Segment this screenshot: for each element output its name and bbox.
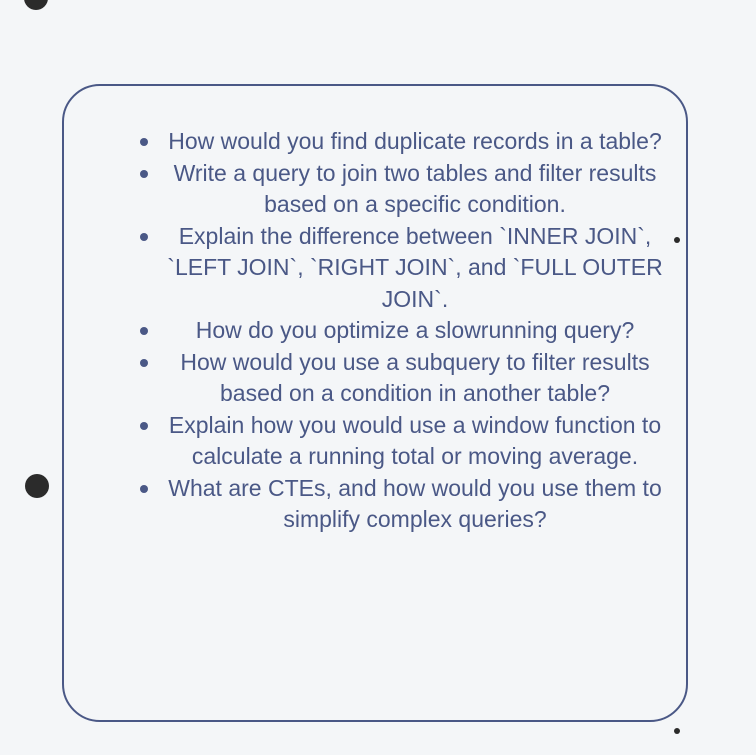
question-item bbox=[130, 158, 670, 221]
question-text: What are CTEs, and how would you use them to simplify complex queries? bbox=[168, 474, 662, 532]
question-item bbox=[130, 347, 670, 410]
bullet-icon bbox=[140, 422, 148, 430]
bullet-icon bbox=[140, 170, 148, 178]
question-item bbox=[130, 410, 670, 473]
question-item bbox=[130, 473, 670, 536]
question-text: Explain how you would use a window function to calculate a running total or moving average. bbox=[168, 411, 662, 469]
bullet-icon bbox=[140, 138, 148, 146]
question-list bbox=[130, 126, 670, 536]
question-text: How do you optimize a slowrunning query? bbox=[195, 317, 635, 343]
decorative-dot-bottom-right bbox=[674, 728, 680, 734]
bullet-icon bbox=[140, 233, 148, 241]
question-item bbox=[130, 126, 670, 158]
question-text: Explain the difference between `INNER JOIN`, `LEFT JOIN`, `RIGHT JOIN`, and `FULL OUTER JOIN`. bbox=[167, 222, 663, 312]
question-text: How would you use a subquery to filter results based on a condition in another table? bbox=[180, 348, 650, 406]
bullet-icon bbox=[140, 359, 148, 367]
decorative-dot-left bbox=[25, 474, 49, 498]
bullet-icon bbox=[140, 327, 148, 335]
question-item bbox=[130, 315, 670, 347]
decorative-dot-top-left bbox=[24, 0, 48, 10]
question-text: Write a query to join two tables and filter results based on a specific condition. bbox=[173, 159, 657, 217]
question-item bbox=[130, 221, 670, 316]
bullet-icon bbox=[140, 485, 148, 493]
question-text: How would you find duplicate records in a table? bbox=[168, 128, 662, 154]
